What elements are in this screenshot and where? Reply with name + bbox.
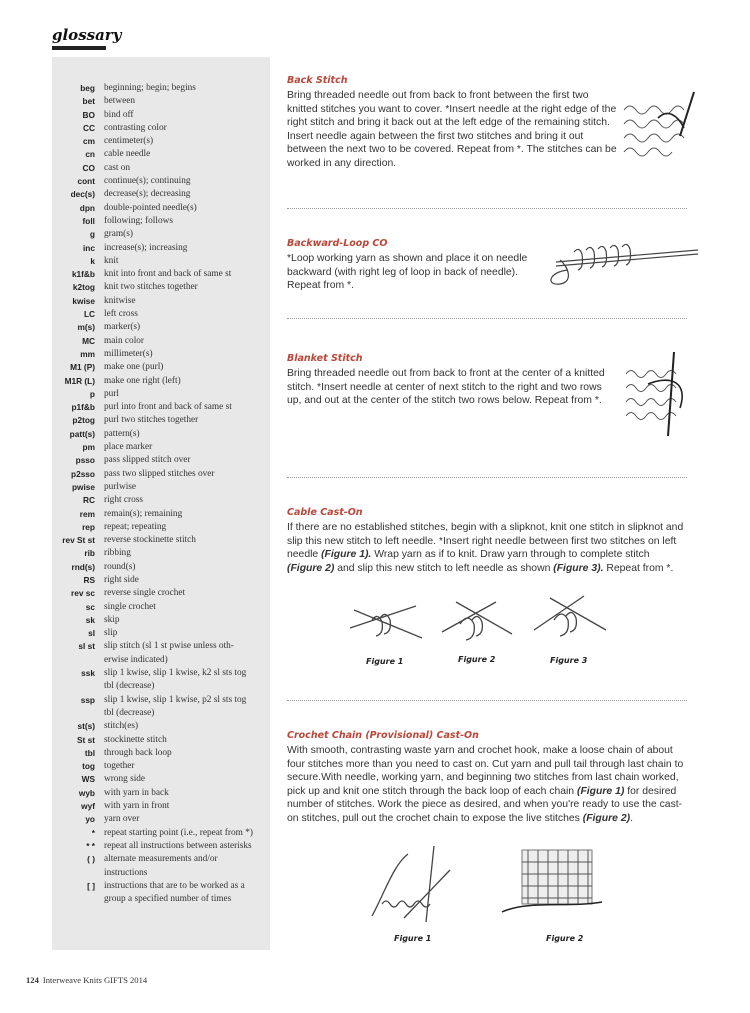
abbreviation-key: rem	[79, 508, 95, 519]
abbreviation-definition: between	[104, 96, 135, 107]
abbreviation-key: p2sso	[71, 468, 95, 479]
abbreviation-row	[52, 587, 270, 600]
abbreviation-row	[52, 255, 270, 268]
abbreviation-definition: continue(s); continuing	[104, 176, 191, 187]
abbreviation-definition: with yarn in back	[104, 787, 169, 798]
entry-cable-cast-on	[287, 507, 687, 575]
abbreviation-key: tbl	[84, 747, 95, 758]
entry-crochet-chain-cast-on	[287, 730, 687, 826]
abbreviation-definition: purl	[104, 388, 119, 399]
abbreviation-row	[52, 148, 270, 161]
abbreviation-list	[52, 82, 270, 906]
abbreviation-row	[52, 534, 270, 547]
entry-text: If there are no established stitches, begin with a slipknot, knit one stitch in slipknot and slip this new stitch to left needle. *Insert right needle between first two stitches on left needle (Figure 1). Wrap yarn as if to knit. Draw yarn through to complete stitch (Figure 2) and slip this new stitch to left needle as shown (Figure 3). Repeat from *.	[287, 522, 684, 574]
abbreviation-key: sl st	[78, 641, 95, 652]
abbreviation-key: ssk	[81, 668, 95, 679]
abbreviation-key: MC	[82, 335, 95, 346]
abbreviation-row	[52, 574, 270, 587]
abbreviation-key: inc	[83, 242, 95, 253]
abbreviation-definition: increase(s); increasing	[104, 242, 188, 253]
abbreviation-row	[52, 747, 270, 760]
abbreviation-row	[52, 734, 270, 747]
abbreviation-key: psso	[75, 455, 95, 466]
abbreviation-definition: purlwise	[104, 481, 137, 492]
abbreviation-key: pwise	[71, 481, 95, 492]
abbreviation-definition: remain(s); remaining	[104, 508, 183, 519]
abbreviation-key: p	[89, 388, 95, 399]
abbreviation-key: ( )	[87, 854, 95, 865]
abbreviation-row	[52, 162, 270, 175]
entry-text: With smooth, contrasting waste yarn and crochet hook, make a loose chain of about four stitches more than you need to cast on. Cut yarn and pull tail through last chain to secure.With needle, working yarn, and beginning two stitches from last chain worked, pick up and knit one stitch through the back loop of each chain (Figure 1) for desired number of stitches. Work the piece as desired, and when you're ready to use the cast-on stitches, pull out the crochet chain to expose the live stitches (Figure 2).	[287, 745, 684, 824]
page-title: glossary	[52, 26, 122, 44]
abbreviation-definition: purl two stitches together	[104, 415, 199, 426]
abbreviation-row	[52, 82, 270, 95]
abbreviation-row	[52, 787, 270, 800]
cable-cast-on-figure-1-illustration	[346, 598, 426, 650]
abbreviation-definition: knit two stitches together	[104, 282, 198, 293]
abbreviation-row	[52, 401, 270, 414]
abbreviation-key: RC	[83, 495, 95, 506]
abbreviation-row	[52, 880, 270, 907]
abbreviation-definition: beginning; begin; begins	[104, 83, 196, 93]
entry-title: Backward-Loop CO	[287, 238, 388, 249]
section-divider	[287, 208, 687, 209]
abbreviation-row	[52, 321, 270, 334]
abbreviation-key: rev sc	[71, 588, 95, 599]
abbreviation-key: g	[89, 229, 95, 240]
abbreviation-row	[52, 122, 270, 135]
cable-cast-on-figure-2-illustration	[436, 598, 518, 650]
abbreviation-key: M1R (L)	[64, 375, 95, 386]
abbreviation-row	[52, 494, 270, 507]
abbreviation-definition: cable needle	[104, 149, 151, 160]
abbreviation-definition: stitch(es)	[104, 721, 139, 732]
abbreviation-key: rib	[84, 548, 95, 559]
backward-loop-illustration	[538, 236, 700, 288]
abbreviation-row	[52, 481, 270, 494]
abbreviation-definition: together	[104, 761, 135, 772]
blanket-stitch-illustration	[618, 344, 694, 440]
abbreviation-row	[52, 454, 270, 467]
section-divider	[287, 477, 687, 478]
abbreviation-key: dpn	[79, 202, 95, 213]
page-number: 124	[26, 975, 39, 985]
abbreviation-definition: gram(s)	[104, 229, 133, 240]
abbreviation-key: tog	[82, 761, 95, 772]
abbreviation-key: LC	[83, 309, 95, 320]
abbreviation-definition: reverse stockinette stitch	[104, 535, 196, 546]
abbreviation-key: sc	[85, 601, 95, 612]
abbreviation-definition: slip 1 kwise, slip 1 kwise, k2 sl sts tog tbl (decrease)	[104, 668, 247, 692]
abbreviation-key: rep	[82, 521, 95, 532]
abbreviation-row	[52, 428, 270, 441]
abbreviation-row	[52, 281, 270, 294]
abbreviation-row	[52, 840, 270, 853]
abbreviation-key: foll	[82, 215, 95, 226]
abbreviation-key: yo	[85, 814, 95, 825]
abbreviation-key: k2tog	[72, 282, 95, 293]
figure-caption: Figure 1	[366, 657, 404, 666]
abbreviation-definition: skip	[104, 614, 120, 625]
entry-text: Bring threaded needle out from back to front between the first two knitted stitches you want to cover. *Insert needle at the right edge of the right stitch and bring it back out at the left edge of the remaining stitch. Insert needle again between the first two stitches and bring it out between the next two to be covered. Repeat from *. The stitches can be worked in any direction.	[287, 90, 617, 169]
entry-text: *Loop working yarn as shown and place it on needle backward (with right leg of loop in back of needle). Repeat from *.	[287, 253, 528, 292]
abbreviation-row	[52, 242, 270, 255]
figure-caption: Figure 1	[394, 934, 432, 943]
section-divider	[287, 318, 687, 319]
abbreviation-definition: with yarn in front	[104, 801, 170, 812]
abbreviation-row	[52, 135, 270, 148]
abbreviation-key: kwise	[72, 295, 95, 306]
abbreviation-definition: ribbing	[104, 548, 131, 559]
crochet-chain-figure-2-illustration	[498, 842, 608, 928]
abbreviation-definition: slip	[104, 628, 118, 639]
abbreviation-row	[52, 853, 270, 880]
abbreviation-definition: make one (purl)	[104, 362, 164, 373]
abbreviation-row	[52, 720, 270, 733]
abbreviation-row	[52, 375, 270, 388]
abbreviation-key: sk	[85, 614, 95, 625]
abbreviation-row	[52, 561, 270, 574]
abbreviation-definition: repeat; repeating	[104, 521, 167, 532]
abbreviation-row	[52, 468, 270, 481]
abbreviation-row	[52, 800, 270, 813]
abbreviation-definition: stockinette stitch	[104, 734, 167, 745]
abbreviation-definition: contrasting color	[104, 122, 167, 133]
abbreviation-key: beg	[80, 83, 95, 93]
abbreviation-row	[52, 95, 270, 108]
abbreviation-definition: slip stitch (sl 1 st pwise unless oth-erwise indicated)	[104, 641, 234, 665]
abbreviation-key: mm	[80, 348, 95, 359]
abbreviation-key: *	[91, 827, 95, 838]
abbreviation-row	[52, 521, 270, 534]
abbreviation-row	[52, 335, 270, 348]
abbreviation-key: WS	[81, 774, 95, 785]
abbreviation-row	[52, 813, 270, 826]
abbreviation-definition: knit into front and back of same st	[104, 269, 232, 280]
entry-text: Bring threaded needle out from back to front at the center of a knitted stitch. *Insert needle at center of next stitch to the right and two rows up, and out at the center of the stitch two rows below. Repeat from *.	[287, 368, 605, 407]
abbreviation-row	[52, 773, 270, 786]
abbreviation-key: patt(s)	[69, 428, 95, 439]
abbreviation-key: wyb	[78, 787, 95, 798]
abbreviation-definition: pattern(s)	[104, 428, 140, 439]
abbreviation-definition: make one right (left)	[104, 375, 181, 386]
title-rule	[52, 46, 106, 50]
abbreviation-row	[52, 361, 270, 374]
figure-caption: Figure 2	[458, 655, 496, 664]
abbreviation-definition: slip 1 kwise, slip 1 kwise, p2 sl sts tog tbl (decrease)	[104, 694, 247, 718]
abbreviation-key: sl	[88, 628, 95, 639]
abbreviation-key: rnd(s)	[71, 561, 95, 572]
back-stitch-illustration	[618, 88, 700, 160]
abbreviation-key: rev St st	[62, 535, 95, 546]
abbreviation-key: [ ]	[87, 880, 95, 891]
abbreviation-row	[52, 268, 270, 281]
abbreviation-key: p2tog	[72, 415, 95, 426]
abbreviation-row	[52, 640, 270, 667]
abbreviation-key: ssp	[80, 694, 95, 705]
abbreviation-definition: right cross	[104, 495, 143, 506]
abbreviation-key: k1f&b	[71, 269, 95, 280]
abbreviation-definition: bind off	[104, 109, 134, 120]
abbreviation-row	[52, 760, 270, 773]
abbreviation-key: CC	[83, 122, 95, 133]
crochet-chain-figure-1-illustration	[364, 844, 460, 924]
abbreviation-row	[52, 388, 270, 401]
cable-cast-on-figure-3-illustration	[526, 590, 612, 650]
abbreviation-row	[52, 827, 270, 840]
abbreviation-definition: pass slipped stitch over	[104, 455, 191, 466]
entry-title: Blanket Stitch	[287, 353, 363, 364]
abbreviation-definition: place marker	[104, 442, 153, 453]
abbreviation-definition: repeat all instructions between asterisks	[104, 840, 252, 851]
abbreviation-key: St st	[77, 734, 95, 745]
abbreviation-key: cm	[83, 136, 95, 147]
abbreviation-row	[52, 109, 270, 122]
abbreviation-definition: yarn over	[104, 814, 140, 825]
abbreviation-definition: knitwise	[104, 295, 136, 306]
abbreviation-row	[52, 348, 270, 361]
abbreviation-row	[52, 414, 270, 427]
abbreviation-definition: left cross	[104, 309, 138, 320]
abbreviation-key: bet	[82, 96, 95, 107]
abbreviation-row	[52, 601, 270, 614]
abbreviation-definition: wrong side	[104, 774, 146, 785]
abbreviation-definition: through back loop	[104, 747, 172, 758]
abbreviation-definition: reverse single crochet	[104, 588, 186, 599]
abbreviation-key: m(s)	[77, 322, 95, 333]
abbreviation-row	[52, 667, 270, 694]
abbreviation-row	[52, 228, 270, 241]
abbreviation-key: M1 (P)	[70, 362, 95, 373]
abbreviations-sidebar	[52, 57, 270, 950]
abbreviation-key: dec(s)	[70, 189, 95, 200]
entry-title: Cable Cast-On	[287, 507, 363, 518]
abbreviation-definition: right side	[104, 574, 139, 585]
abbreviation-definition: main color	[104, 335, 145, 346]
abbreviation-key: * *	[86, 840, 95, 851]
abbreviation-definition: following; follows	[104, 215, 173, 226]
abbreviation-definition: decrease(s); decreasing	[104, 189, 191, 200]
entry-title: Back Stitch	[287, 75, 348, 86]
abbreviation-key: p1f&b	[71, 402, 95, 413]
abbreviation-row	[52, 441, 270, 454]
abbreviation-key: CO	[82, 162, 95, 173]
abbreviation-row	[52, 202, 270, 215]
abbreviation-row	[52, 614, 270, 627]
abbreviation-key: RS	[83, 574, 95, 585]
figure-caption: Figure 3	[550, 656, 588, 665]
abbreviation-row	[52, 308, 270, 321]
abbreviation-definition: centimeter(s)	[104, 136, 154, 147]
abbreviation-key: st(s)	[77, 721, 95, 732]
abbreviation-definition: single crochet	[104, 601, 156, 612]
abbreviation-definition: knit	[104, 255, 119, 266]
abbreviation-definition: round(s)	[104, 561, 136, 572]
abbreviation-definition: repeat starting point (i.e., repeat from *)	[104, 827, 253, 838]
abbreviation-definition: double-pointed needle(s)	[104, 202, 197, 213]
abbreviation-key: wyf	[81, 801, 95, 812]
abbreviation-row	[52, 175, 270, 188]
page-footer	[26, 975, 147, 985]
abbreviation-key: BO	[82, 109, 95, 120]
section-divider	[287, 700, 687, 701]
abbreviation-row	[52, 188, 270, 201]
figure-caption: Figure 2	[546, 934, 584, 943]
abbreviation-key: pm	[82, 442, 95, 453]
abbreviation-definition: millimeter(s)	[104, 348, 153, 359]
abbreviation-definition: marker(s)	[104, 322, 141, 333]
abbreviation-key: cont	[77, 176, 95, 187]
abbreviation-row	[52, 508, 270, 521]
abbreviation-definition: pass two slipped stitches over	[104, 468, 215, 479]
entry-title: Crochet Chain (Provisional) Cast-On	[287, 730, 479, 741]
abbreviation-row	[52, 627, 270, 640]
abbreviation-definition: alternate measurements and/or instructions	[104, 854, 218, 878]
abbreviation-definition: instructions that are to be worked as a group a specified number of times	[104, 880, 245, 905]
abbreviation-row	[52, 694, 270, 721]
abbreviation-definition: purl into front and back of same st	[104, 402, 232, 413]
publication-name: Interweave Knits GIFTS 2014	[42, 975, 148, 985]
abbreviation-row	[52, 295, 270, 308]
abbreviation-key: k	[90, 255, 95, 266]
abbreviation-key: cn	[85, 149, 95, 160]
abbreviation-row	[52, 215, 270, 228]
abbreviation-definition: cast on	[104, 162, 131, 173]
abbreviation-row	[52, 547, 270, 560]
